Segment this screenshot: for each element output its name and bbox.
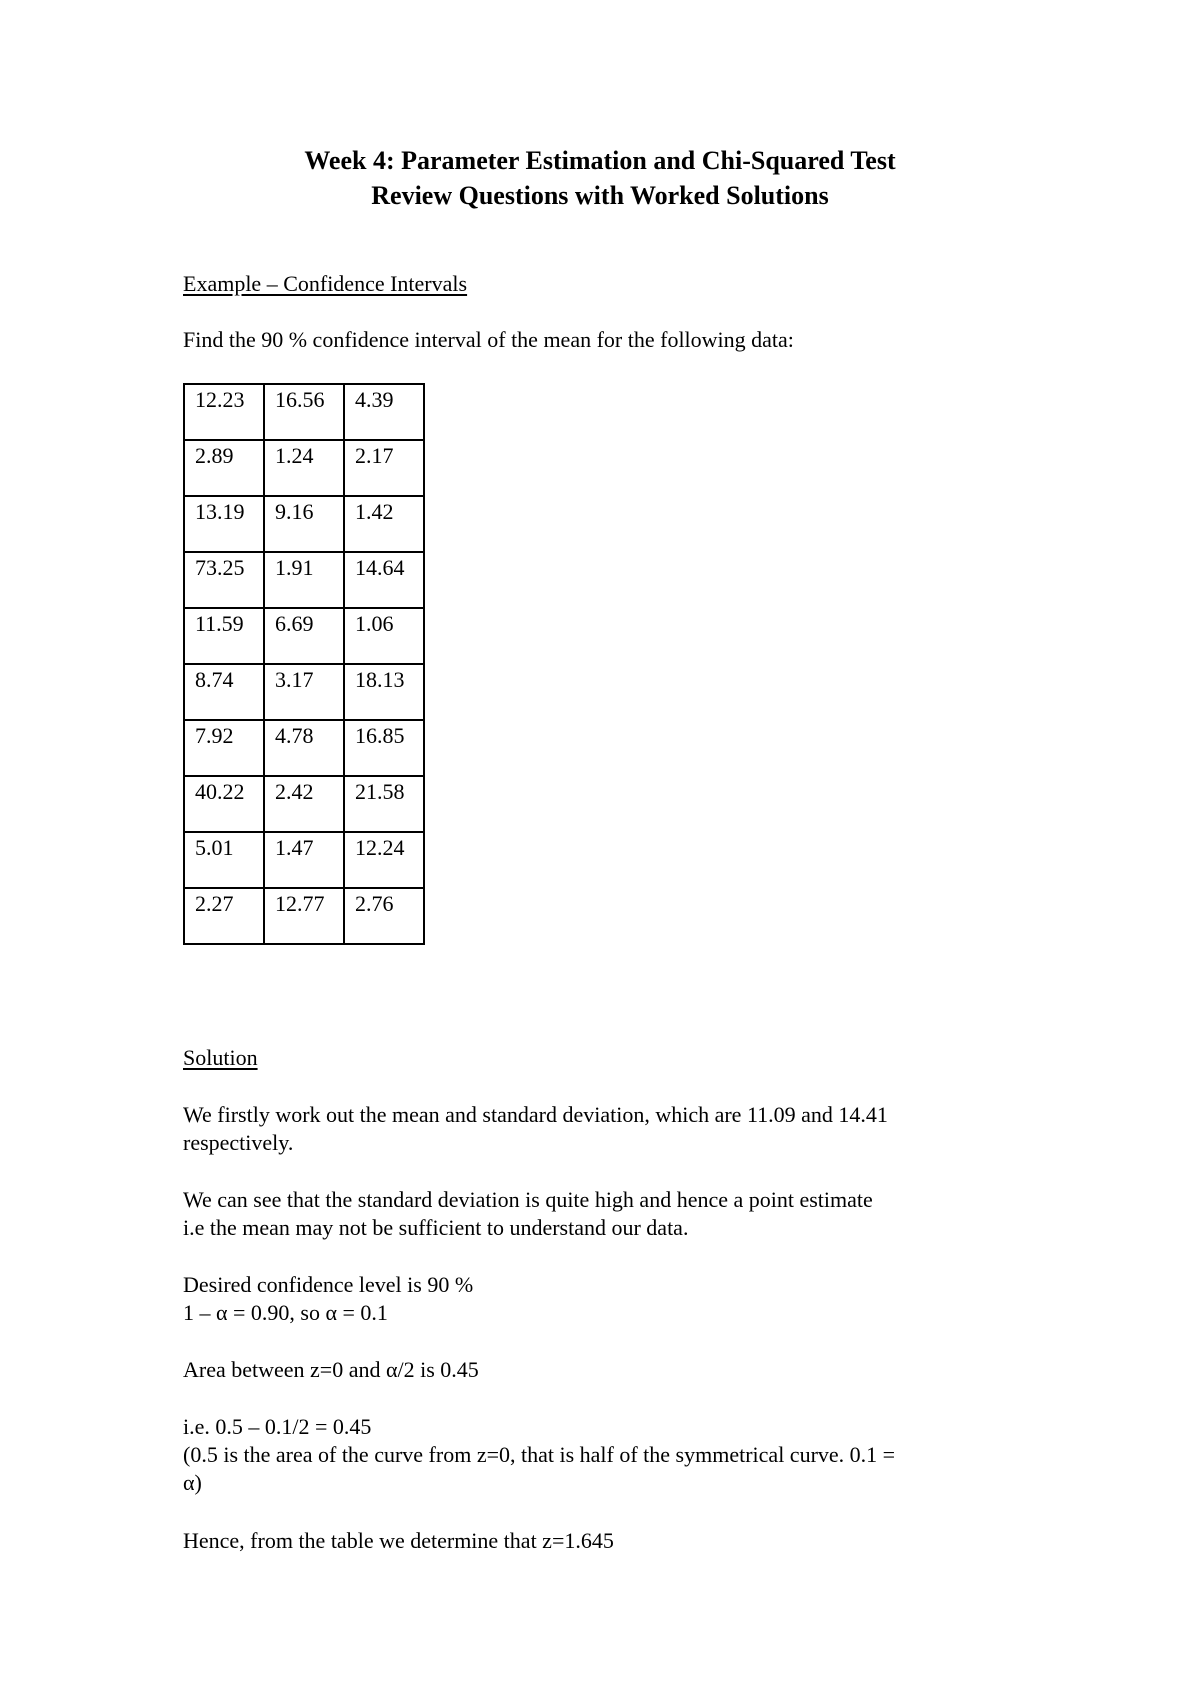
text-line: respectively. [183,1130,294,1155]
solution-paragraph [183,1413,1033,1497]
table-cell: 4.39 [344,384,424,440]
table-cell: 1.42 [344,496,424,552]
table-cell: 16.85 [344,720,424,776]
example-prompt: Find the 90 % confidence interval of the mean for the following data: [183,327,794,352]
table-cell: 9.16 [264,496,344,552]
table-row [184,664,424,720]
table-cell: 1.47 [264,832,344,888]
table-cell: 40.22 [184,776,264,832]
table-cell: 11.59 [184,608,264,664]
table-cell: 8.74 [184,664,264,720]
table-cell: 2.42 [264,776,344,832]
table-cell: 1.06 [344,608,424,664]
table-row [184,496,424,552]
table-cell: 3.17 [264,664,344,720]
text-line: We can see that the standard deviation is quite high and hence a point estimate [183,1187,873,1212]
solution-paragraph: Area between z=0 and α/2 is 0.45 [183,1357,479,1382]
table-row [184,384,424,440]
table-cell: 7.92 [184,720,264,776]
text-line: i.e. 0.5 – 0.1/2 = 0.45 [183,1414,372,1439]
table-cell: 13.19 [184,496,264,552]
table-cell: 21.58 [344,776,424,832]
table-cell: 16.56 [264,384,344,440]
table-row [184,832,424,888]
title-line-1: Week 4: Parameter Estimation and Chi-Squared Test [304,146,896,175]
title-line-2: Review Questions with Worked Solutions [371,181,829,210]
text-line: i.e the mean may not be sufficient to understand our data. [183,1215,689,1240]
table-cell: 1.91 [264,552,344,608]
table-cell: 14.64 [344,552,424,608]
document-title [0,143,1200,213]
table-row [184,720,424,776]
table-cell: 2.76 [344,888,424,944]
table-row [184,888,424,944]
table-cell: 4.78 [264,720,344,776]
table-cell: 5.01 [184,832,264,888]
solution-paragraph [183,1186,1033,1242]
solution-paragraph [183,1101,1033,1157]
table-cell: 12.24 [344,832,424,888]
table-cell: 2.17 [344,440,424,496]
table-cell: 1.24 [264,440,344,496]
table-cell: 2.27 [184,888,264,944]
table-cell: 12.77 [264,888,344,944]
table-cell: 18.13 [344,664,424,720]
table-cell: 73.25 [184,552,264,608]
table-cell: 2.89 [184,440,264,496]
table-row [184,440,424,496]
example-heading: Example – Confidence Intervals [183,271,468,296]
table-row [184,776,424,832]
text-line: 1 – α = 0.90, so α = 0.1 [183,1300,388,1325]
solution-heading: Solution [183,1045,258,1070]
table-row [184,552,424,608]
table-row [184,608,424,664]
solution-paragraph: Hence, from the table we determine that z=1.645 [183,1528,614,1553]
text-line: α) [183,1470,202,1495]
solution-paragraph [183,1271,1033,1327]
table-cell: 6.69 [264,608,344,664]
text-line: (0.5 is the area of the curve from z=0, that is half of the symmetrical curve. 0.1 = [183,1442,896,1467]
text-line: We firstly work out the mean and standard deviation, which are 11.09 and 14.41 [183,1102,888,1127]
table-cell: 12.23 [184,384,264,440]
text-line: Desired confidence level is 90 % [183,1272,474,1297]
data-table [183,383,425,945]
